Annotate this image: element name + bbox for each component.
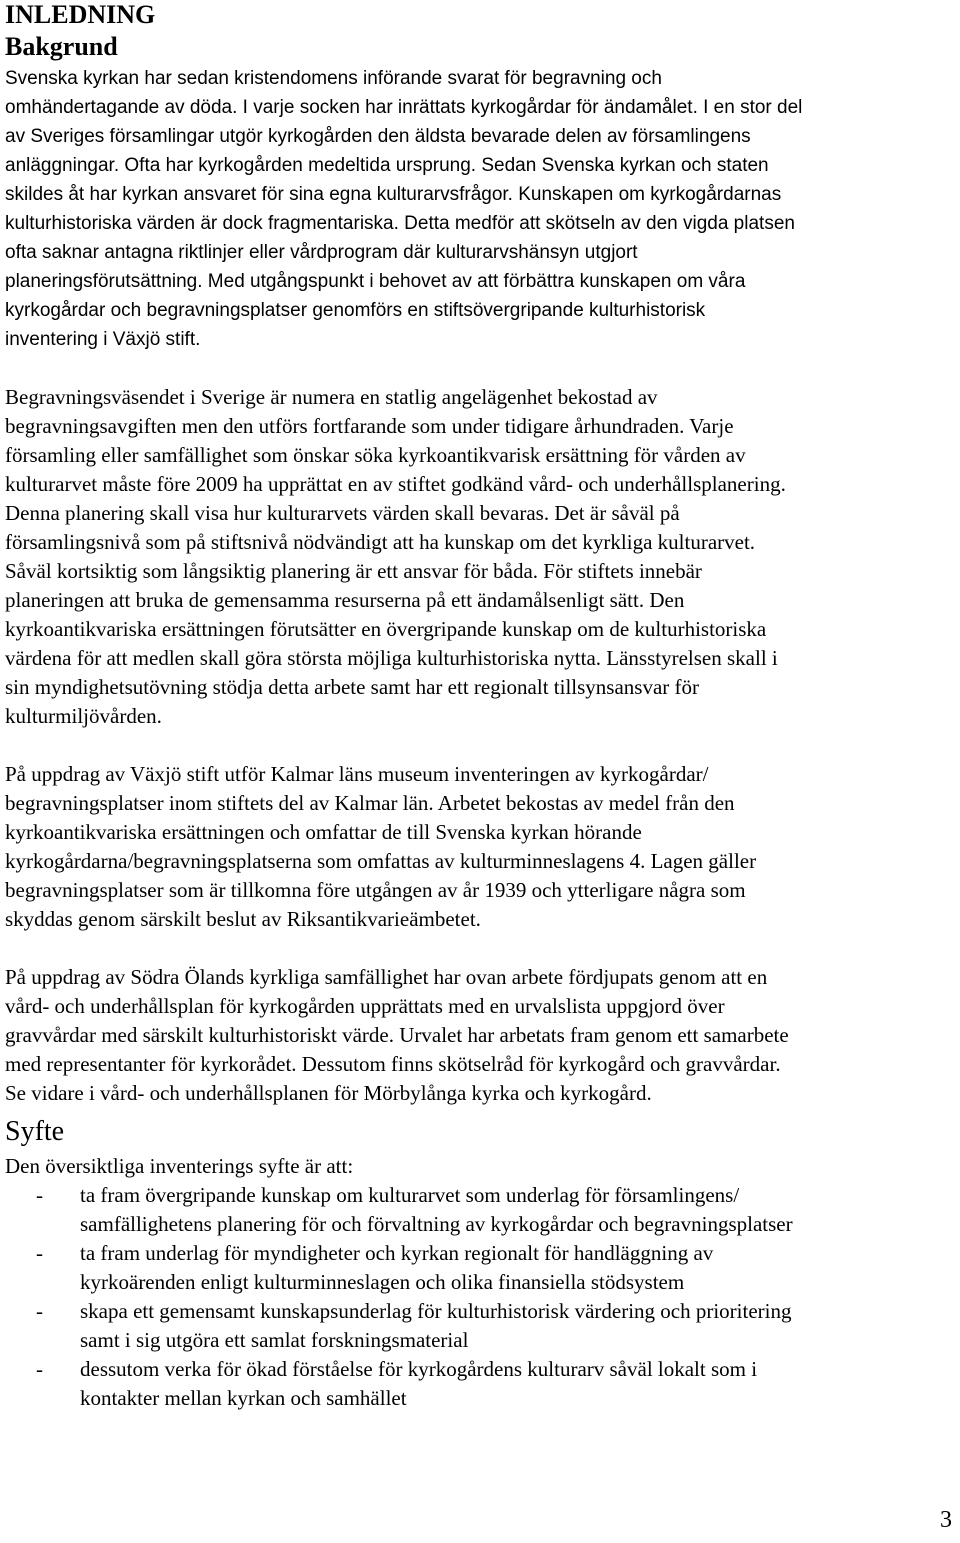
text-line: begravningsavgiften men den utförs fortfarande som under tidigare århundraden. Varje — [5, 414, 734, 438]
text-line: Svenska kyrkan har sedan kristendomens införande svarat för begravning och — [5, 68, 662, 89]
text-line: församlingsnivå som på stiftsnivå nödvändigt att ha kunskap om det kyrkliga kulturarvet. — [5, 530, 756, 554]
text-line: samt i sig utgöra ett samlat forskningsmaterial — [80, 1328, 469, 1352]
list-item — [5, 1181, 960, 1239]
text-line: Begravningsväsendet i Sverige är numera en statlig angelägenhet bekostad av — [5, 385, 658, 409]
text-line: kyrkoärenden enligt kulturminneslagen och olika finansiella stödsystem — [80, 1270, 685, 1294]
paragraph-gap — [5, 934, 960, 963]
text-line: Se vidare i vård- och underhållsplanen för Mörbylånga kyrka och kyrkogård. — [5, 1081, 652, 1105]
paragraph-background-1 — [5, 64, 960, 354]
text-line: kulturarvet måste före 2009 ha upprättat en av stiftet godkänd vård- och underhållsplanering. — [5, 472, 786, 496]
list-item — [5, 1297, 960, 1355]
text-line: Denna planering skall visa hur kulturarvets värden skall bevaras. Det är såväl på — [5, 501, 680, 525]
section-heading-bakgrund: Bakgrund — [5, 32, 118, 61]
list-dash: - — [36, 1241, 43, 1265]
text-line: dessutom verka för ökad förståelse för kyrkogårdens kulturarv såväl lokalt som i — [80, 1357, 758, 1381]
text-line: vård- och underhållsplan för kyrkogården upprättats med en urvalslista uppgjord över — [5, 994, 725, 1018]
text-line: församling eller samfällighet som önskar söka kyrkoantikvarisk ersättning för vården av — [5, 443, 746, 467]
text-line: kyrkoantikvariska ersättningen och omfattar de till Svenska kyrkan hörande — [5, 820, 642, 844]
paragraph-background-4 — [5, 963, 960, 1108]
list-dash: - — [36, 1357, 43, 1381]
text-line: Den översiktliga inventerings syfte är att: — [5, 1154, 354, 1178]
text-line: samfällighetens planering för och förvaltning av kyrkogårdar och begravningsplatser — [80, 1212, 793, 1236]
syfte-list — [5, 1181, 960, 1413]
text-line: kontakter mellan kyrkan och samhället — [80, 1386, 407, 1410]
text-line: kulturhistoriska värden är dock fragmentariska. Detta medför att skötseln av den vigda platsen — [5, 213, 795, 234]
page-number: 3 — [940, 1507, 952, 1533]
text-line: anläggningar. Ofta har kyrkogården medeltida ursprung. Sedan Svenska kyrkan och staten — [5, 155, 769, 176]
list-dash: - — [36, 1299, 43, 1323]
text-line: kyrkogårdarna/begravningsplatserna som omfattas av kulturminneslagens 4. Lagen gäller — [5, 849, 757, 873]
list-dash: - — [36, 1183, 43, 1207]
text-line: med representanter för kyrkorådet. Dessutom finns skötselråd för kyrkogård och gravvårdar. — [5, 1052, 781, 1076]
syfte-intro — [5, 1152, 960, 1181]
text-line: inventering i Växjö stift. — [5, 329, 201, 350]
text-line: kyrkoantikvariska ersättningen förutsätter en övergripande kunskap om de kulturhistoriska — [5, 617, 767, 641]
text-line: planeringen att bruka de gemensamma resurserna på ett ändamålsenligt sätt. Den — [5, 588, 685, 612]
text-line: På uppdrag av Södra Ölands kyrkliga samfällighet har ovan arbete fördjupats genom att en — [5, 965, 768, 989]
text-line: begravningsplatser inom stiftets del av Kalmar län. Arbetet bekostas av medel från den — [5, 791, 735, 815]
document-page — [5, 0, 960, 1413]
text-line: skyddas genom särskilt beslut av Riksantikvarieämbetet. — [5, 907, 481, 931]
text-line: ta fram underlag för myndigheter och kyrkan regionalt för handläggning av — [80, 1241, 714, 1265]
text-line: värdena för att medlen skall göra största möjliga kulturhistoriska nytta. Länsstyrelsen skall i — [5, 646, 778, 670]
text-line: skildes åt har kyrkan ansvaret för sina egna kulturarvsfrågor. Kunskapen om kyrkogårdarnas — [5, 184, 782, 205]
text-line: begravningsplatser som är tillkomna före utgången av år 1939 och ytterligare några som — [5, 878, 746, 902]
text-line: kulturmiljövården. — [5, 704, 162, 728]
text-line: På uppdrag av Växjö stift utför Kalmar läns museum inventeringen av kyrkogårdar/ — [5, 762, 709, 786]
text-line: av Sveriges församlingar utgör kyrkogården den äldsta bevarade delen av församlingens — [5, 126, 751, 147]
list-item — [5, 1355, 960, 1413]
text-line: sin myndighetsutövning stödja detta arbete samt har ett regionalt tillsynsansvar för — [5, 675, 700, 699]
paragraph-background-3 — [5, 760, 960, 934]
paragraph-gap — [5, 731, 960, 760]
section-heading-syfte: Syfte — [5, 1116, 65, 1147]
paragraph-background-2 — [5, 383, 960, 731]
paragraph-gap — [5, 354, 960, 383]
text-line: omhändertagande av döda. I varje socken har inrättats kyrkogårdar för ändamålet. I en stor del — [5, 97, 803, 118]
text-line: skapa ett gemensamt kunskapsunderlag för kulturhistorisk värdering och prioritering — [80, 1299, 792, 1323]
text-line: ta fram övergripande kunskap om kulturarvet som underlag för församlingens/ — [80, 1183, 740, 1207]
chapter-heading: INLEDNING — [5, 0, 156, 29]
text-line: planeringsförutsättning. Med utgångspunkt i behovet av att förbättra kunskapen om våra — [5, 271, 746, 292]
text-line: ofta saknar antagna riktlinjer eller vårdprogram där kulturarvshänsyn utgjort — [5, 242, 638, 263]
text-line: gravvårdar med särskilt kulturhistoriskt värde. Urvalet har arbetats fram genom ett samarbete — [5, 1023, 789, 1047]
text-line: kyrkogårdar och begravningsplatser genomförs en stiftsövergripande kulturhistorisk — [5, 300, 706, 321]
list-item — [5, 1239, 960, 1297]
text-line: Såväl kortsiktig som långsiktig planering är ett ansvar för båda. För stiftets innebär — [5, 559, 702, 583]
